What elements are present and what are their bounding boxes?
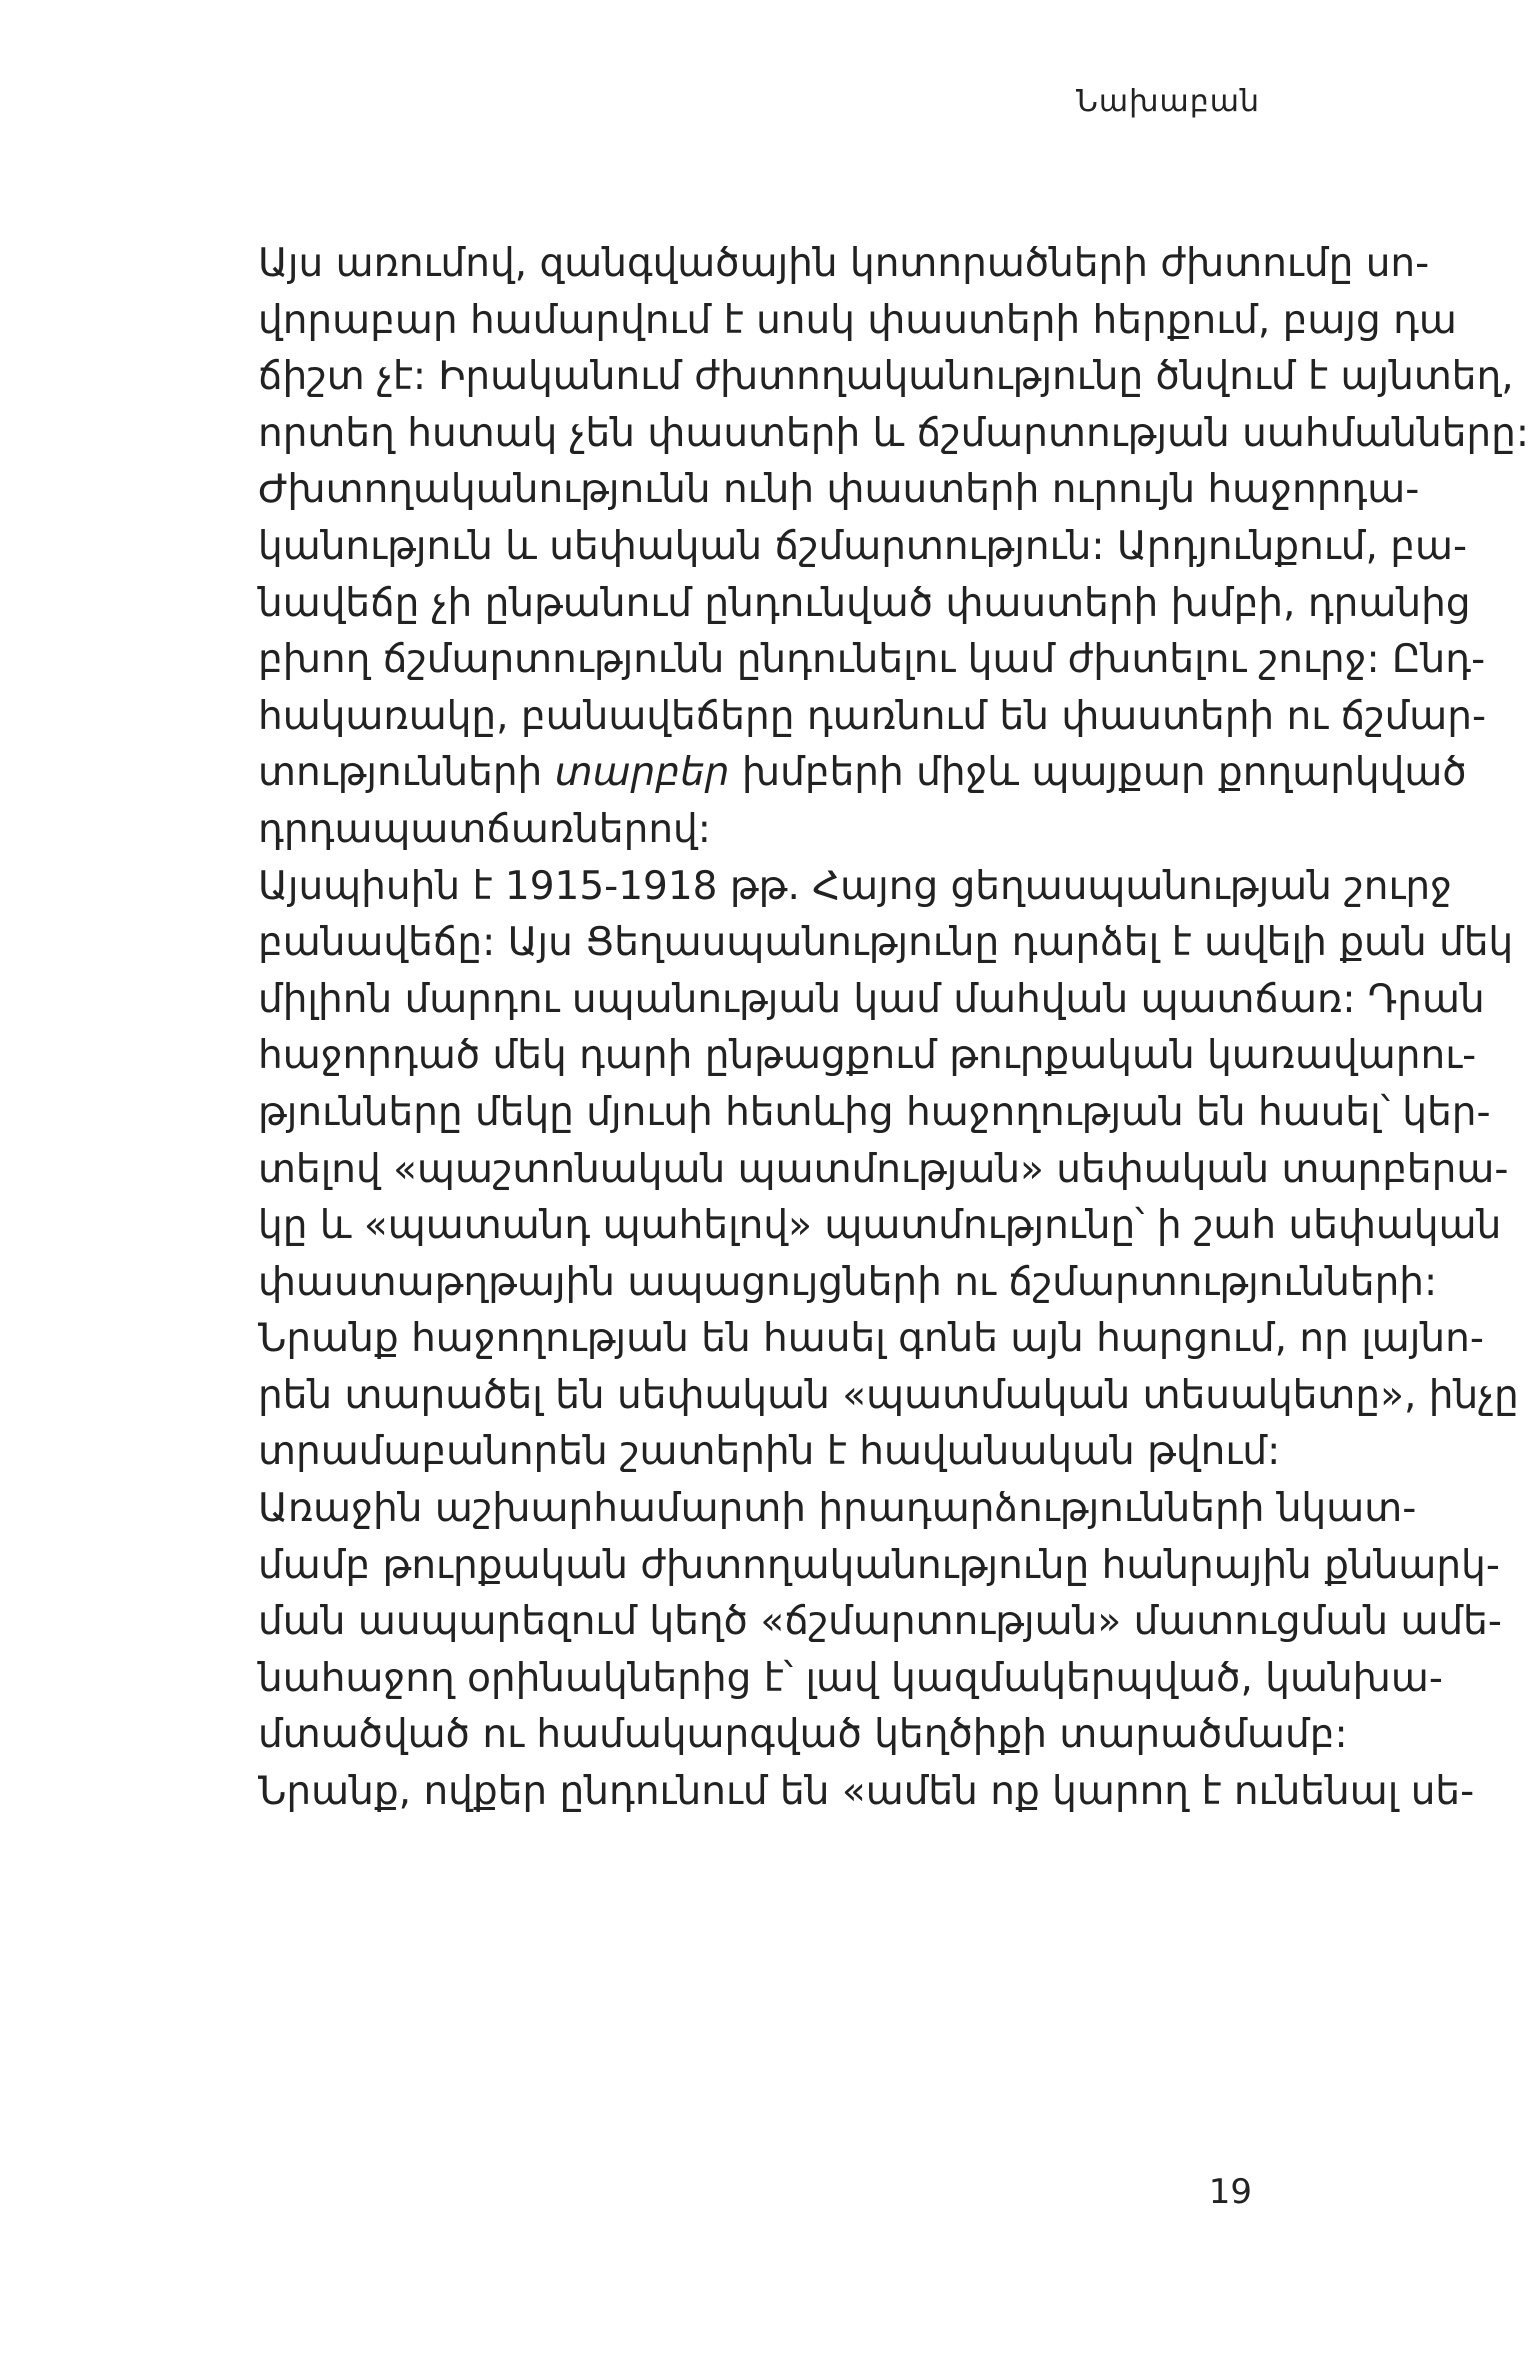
text-line: նավեճը չի ընթանում ընդունված փաստերի խմբի, դրանից	[258, 580, 1471, 626]
running-head: Նախաբան	[1076, 84, 1260, 119]
text-line	[258, 745, 1467, 802]
text-line: մամբ թուրքական ժխտողականությունը հանրային քննարկ-	[258, 1542, 1500, 1588]
text-line: նահաջող օրինակներից է՝ լավ կազմակերպված, կանխա-	[258, 1655, 1443, 1701]
text-line: փաստաթղթային ապացույցների ու ճշմարտությունների:	[258, 1259, 1438, 1305]
text-line: տելով «պաշտոնական պատմության» սեփական տարբերա-	[258, 1146, 1509, 1192]
text-line: ման ասպարեզում կեղծ «ճշմարտության» մատուցման ամե-	[258, 1599, 1502, 1645]
text-line: հակառակը, բանավեճերը դառնում են փաստերի ու ճշմար-	[258, 693, 1487, 739]
text-line: կը և «պատանդ պահելով» պատմությունը՝ ի շահ սեփական	[258, 1203, 1502, 1249]
text-line: ճիշտ չէ: Իրականում ժխտողականությունը ծնվում է այնտեղ,	[258, 354, 1514, 400]
page-number: 19	[1208, 2172, 1252, 2212]
text-line: հաջորդած մեկ դարի ընթացքում թուրքական կառավարու-	[258, 1033, 1477, 1079]
text-line: բխող ճշմարտությունն ընդունելու կամ ժխտելու շուրջ: Ընդ-	[258, 637, 1486, 683]
text-line: թյունները մեկը մյուսի հետևից հաջողության են հասել՝ կեր-	[258, 1089, 1491, 1135]
text-segment: տությունների	[258, 750, 555, 796]
text-line: Այս առումով, զանգվածային կոտորածների ժխտումը սո-	[258, 241, 1430, 286]
text-line: Այսպիսին է 1915-1918 թթ. Հայոց ցեղասպանության շուրջ	[258, 863, 1452, 909]
italic-emphasis: տարբեր	[554, 750, 730, 796]
body-text	[258, 236, 1529, 1821]
text-line: վորաբար համարվում է սոսկ փաստերի հերքում, բայց դա	[258, 297, 1457, 343]
text-line: միլիոն մարդու սպանության կամ մահվան պատճառ: Դրան	[258, 976, 1485, 1022]
text-line: Նրանք, ովքեր ընդունում են «ամեն ոք կարող է ունենալ սե-	[258, 1769, 1475, 1815]
text-line: րեն տարածել են սեփական «պատմական տեսակետը», ինչը	[258, 1372, 1519, 1418]
text-segment: խմբերի միջև պայքար քողարկված	[729, 750, 1467, 796]
text-line: դրդապատճառներով:	[258, 806, 711, 852]
text-line: բանավեճը: Այս Ցեղասպանությունը դարձել է ավելի քան մեկ	[258, 920, 1514, 966]
text-line: կանություն և սեփական ճշմարտություն: Արդյունքում, բա-	[258, 523, 1468, 569]
text-line: տրամաբանորեն շատերին է հավանական թվում:	[258, 1429, 1281, 1475]
text-line: Առաջին աշխարհամարտի իրադարձությունների նկատ-	[258, 1486, 1417, 1532]
text-line: Նրանք հաջողության են հասել գոնե այն հարցում, որ լայնո-	[258, 1316, 1484, 1362]
text-line: Ժխտողականությունն ունի փաստերի ուրույն հաջորդա-	[258, 467, 1420, 513]
text-line: որտեղ հստակ չեն փաստերի և ճշմարտության սահմանները:	[258, 410, 1529, 456]
text-line: մտածված ու համակարգված կեղծիքի տարածմամբ:	[258, 1712, 1348, 1758]
